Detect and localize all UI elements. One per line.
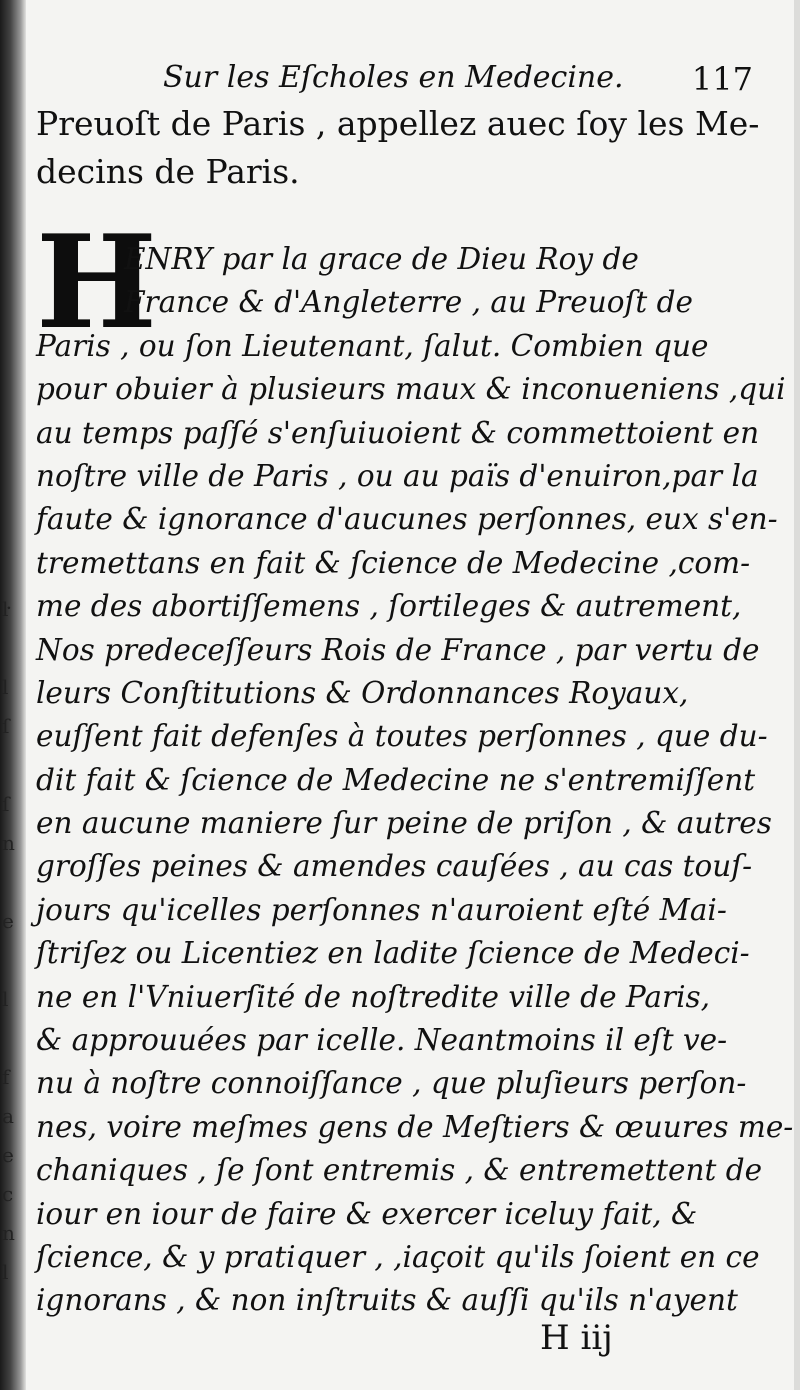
text-line: ignorans , & non inſtruits & auſſi qu'ils n'ayent: [36, 1283, 738, 1318]
text-line: ne en l'Vniuerſité de noſtredite ville de Paris,: [36, 979, 711, 1014]
bleed-glyph: l: [2, 675, 9, 699]
text-line: ſcience, & y pratiquer , ,iaçoit qu'ils ſoient en ce: [36, 1239, 760, 1274]
running-header: [163, 60, 753, 100]
bleed-glyph: a: [2, 1104, 14, 1128]
bleed-glyph: ŀ: [2, 597, 9, 621]
bleed-glyph: ſ: [2, 792, 10, 816]
text-line: groſſes peines & amendes cauſées , au cas touſ-: [36, 849, 753, 884]
continuation-text: [36, 100, 766, 196]
signature-mark: H iij: [540, 1318, 613, 1358]
page-edge: [794, 0, 800, 1390]
text-line: ENRY par la grace de Dieu Roy de: [124, 242, 639, 276]
text-line: nes, voire meſmes gens de Meſtiers & œuures me-: [36, 1109, 794, 1144]
text-line: faute & ignorance d'aucunes perſonnes, eux s'en-: [36, 502, 778, 537]
running-title: Sur les Eſcholes en Medecine.: [163, 60, 624, 95]
bleed-glyph: l: [2, 1260, 9, 1284]
text-line: dit fait & ſcience de Medecine ne s'entremiſſent: [36, 762, 756, 797]
bleed-glyph: [2, 629, 24, 668]
text-line: noſtre ville de Paris , ou au païs d'enuiron,par la: [36, 458, 759, 493]
text-line: chaniques , ſe ſont entremis , & entremettent de: [36, 1153, 763, 1188]
text-line: Nos predeceſſeurs Rois de France , par vertu de: [36, 632, 760, 667]
text-line: me des abortiſſemens , ſortileges & autrement,: [36, 589, 742, 624]
bleed-glyph: l: [2, 987, 9, 1011]
facing-page-bleed: [2, 590, 24, 1310]
text-line: Paris , ou ſon Lieutenant, ſalut. Combien que: [36, 328, 709, 363]
text-line: France & d'Angleterre , au Preuoſt de: [124, 285, 693, 320]
drop-cap-initial: H: [36, 208, 157, 358]
bleed-glyph: [2, 863, 24, 902]
text-line: tremettans en fait & ſcience de Medecine ,com-: [36, 545, 751, 580]
bleed-glyph: [2, 746, 24, 785]
text-line: decins de Paris.: [36, 152, 300, 191]
text-line: ſtriſez ou Licentiez en ladite ſcience de Medeci-: [36, 936, 750, 971]
bleed-glyph: e: [2, 1143, 14, 1167]
bleed-glyph: n: [2, 831, 15, 855]
text-line: Preuoſt de Paris , appellez auec ſoy les Me-: [36, 104, 760, 143]
text-line: en aucune maniere ſur peine de priſon , & autres: [36, 806, 772, 841]
text-line: iour en iour de faire & exercer iceluy fait, &: [36, 1196, 698, 1231]
text-line: jours qu'icelles perſonnes n'auroient eſté Mai-: [36, 892, 727, 927]
bleed-glyph: ſ: [2, 714, 10, 738]
royal-letter-text: [36, 238, 794, 1323]
text-line: au temps paſſé s'enſuiuoient & commettoient en: [36, 415, 760, 450]
bleed-glyph: n: [2, 1221, 15, 1245]
page-number: 117: [691, 60, 753, 98]
bleed-glyph: e: [2, 909, 14, 933]
text-line: leurs Conſtitutions & Ordonnances Royaux,: [36, 675, 689, 710]
bleed-glyph: [2, 1019, 24, 1058]
text-line: & approuuées par icelle. Neantmoins il eſt ve-: [36, 1023, 728, 1058]
bleed-glyph: c: [2, 1182, 14, 1206]
bleed-glyph: [2, 941, 24, 980]
text-line: pour obuier à plusieurs maux & inconueniens ,qui: [36, 372, 786, 407]
text-line: euſſent fait defenſes à toutes perſonnes , que du-: [36, 719, 768, 754]
bleed-glyph: f: [2, 1065, 10, 1089]
text-line: nu à noſtre connoiſſance , que pluſieurs perſon-: [36, 1066, 747, 1101]
